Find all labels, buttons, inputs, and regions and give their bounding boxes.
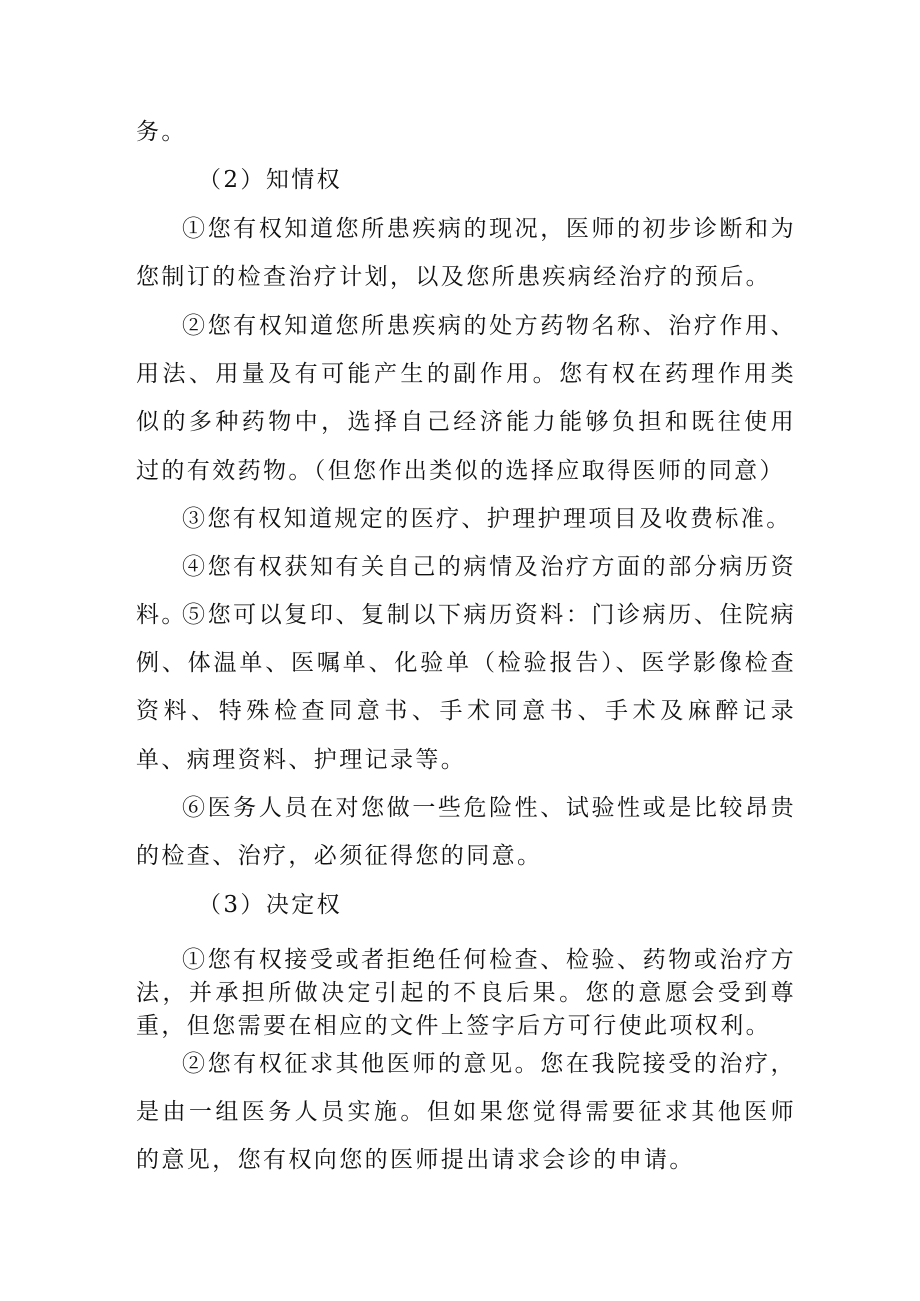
section-heading-right-to-decide: （3）决定权 — [198, 892, 343, 918]
paragraph-know-1: ①您有权知道您所患疾病的现况，医师的初步诊断和为您制订的检查治疗计划，以及您所患疾病经治疗的预后。 — [136, 216, 796, 291]
section-heading-right-to-know: （2）知情权 — [198, 167, 343, 193]
paragraph-decide-2: ②您有权征求其他医师的意见。您在我院接受的治疗，是由一组医务人员实施。但如果您觉得需要征求其他医师的意见，您有权向您的医师提出请求会诊的申请。 — [136, 1051, 796, 1174]
paragraph-know-2: ②您有权知道您所患疾病的处方药物名称、治疗作用、用法、用量及有可能产生的副作用。您有权在药理作用类似的多种药物中，选择自己经济能力能够负担和既往使用过的有效药物。（但您作出类似的选择应取得医师的同意） — [136, 313, 796, 484]
paragraph-know-4: ④您有权获知有关自己的病情及治疗方面的部分病历资料。 — [136, 554, 796, 629]
paragraph-decide-1: ①您有权接受或者拒绝任何检查、检验、药物或治疗方法，并承担所做决定引起的不良后果。您的意愿会受到尊重，但您需要在相应的文件上签字后方可行使此项权利。 — [136, 947, 796, 1039]
paragraph-know-3: ③您有权知道规定的医疗、护理护理项目及收费标准。 — [182, 506, 792, 532]
paragraph-know-6: ⑥医务人员在对您做一些危险性、试验性或是比较昂贵的检查、治疗，必须征得您的同意。 — [136, 795, 796, 870]
paragraph-continuation: 务。 — [136, 119, 187, 145]
paragraph-know-5: ⑤您可以复印、复制以下病历资料：门诊病历、住院病例、体温单、医嘱单、化验单（检验报告）、医学影像检查资料、特殊检查同意书、手术同意书、手术及麻醉记录单、病理资料、护理记录等。 — [136, 602, 796, 773]
